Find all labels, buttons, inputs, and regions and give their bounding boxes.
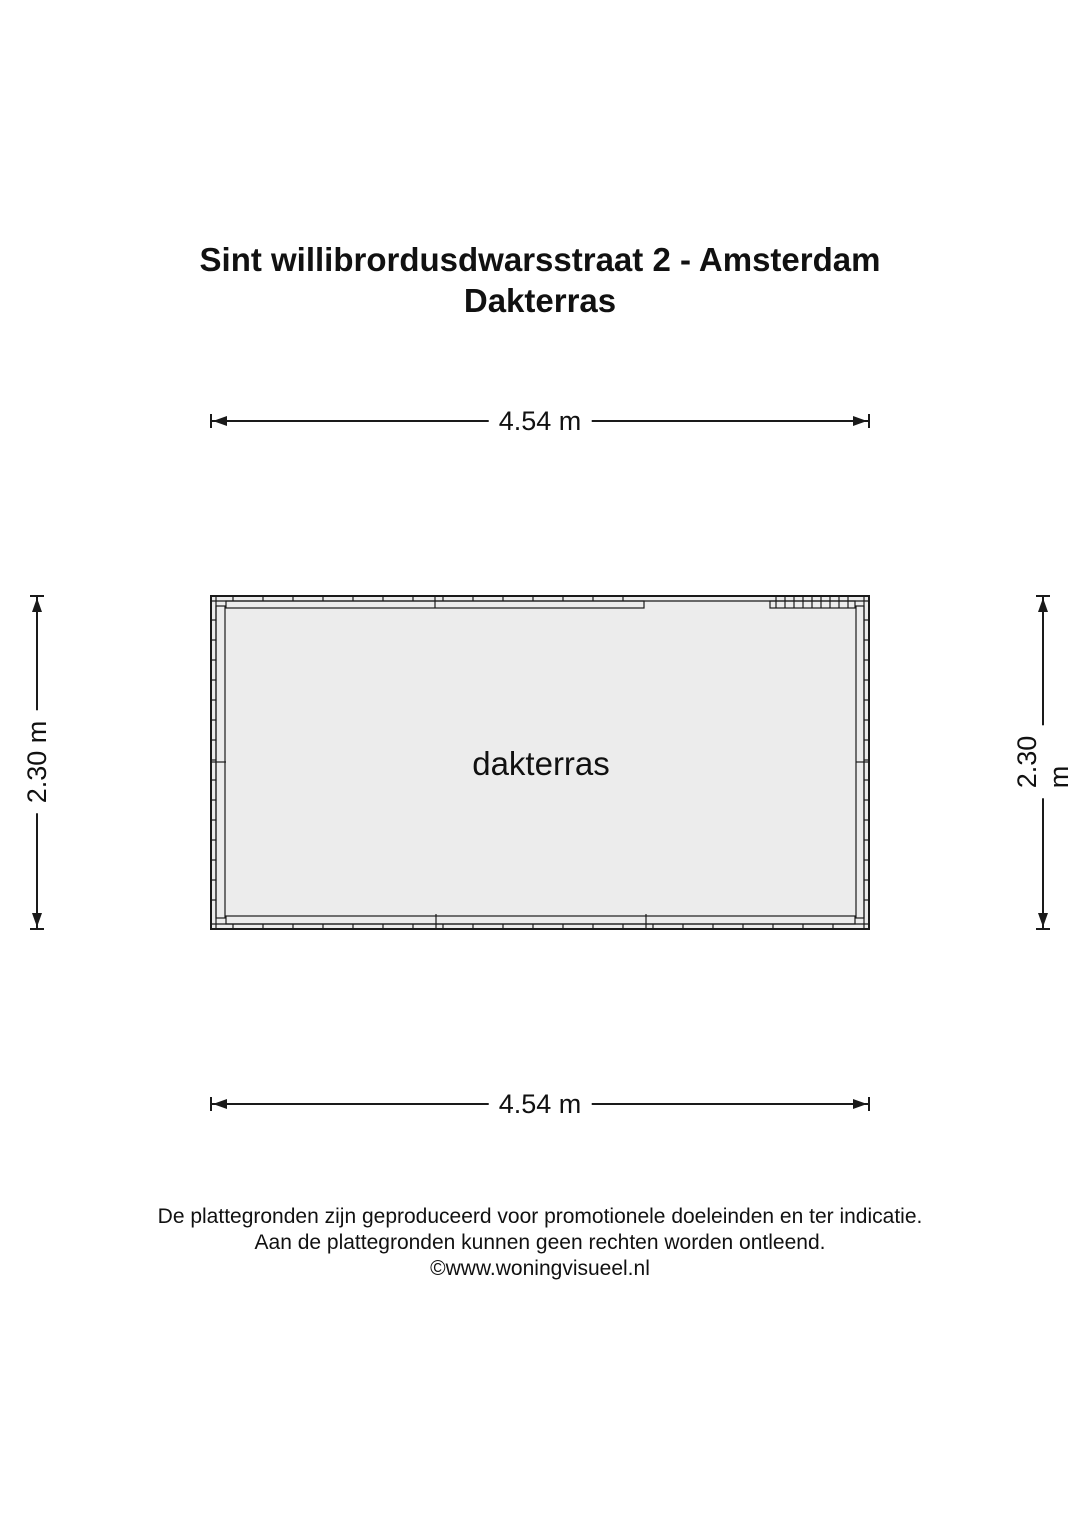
- room-label: dakterras: [472, 745, 610, 782]
- plan-subtitle: Dakterras: [463, 282, 617, 319]
- dimension-label-left: 2.30 m: [21, 711, 53, 814]
- disclaimer-line-1: De plattegronden zijn geproduceerd voor promotionele doeleinden en ter indicatie.: [157, 1205, 923, 1228]
- dimension-label-top: 4.54 m: [489, 405, 592, 437]
- copyright-link[interactable]: ©www.woningvisueel.nl: [430, 1257, 650, 1280]
- dimension-label-right: 2.30 m: [1011, 726, 1075, 799]
- plan-title: Sint willibrordusdwarsstraat 2 - Amsterdam: [199, 241, 881, 278]
- disclaimer-line-2: Aan de plattegronden kunnen geen rechten worden ontleend.: [254, 1231, 826, 1254]
- dimension-label-bottom: 4.54 m: [489, 1088, 592, 1120]
